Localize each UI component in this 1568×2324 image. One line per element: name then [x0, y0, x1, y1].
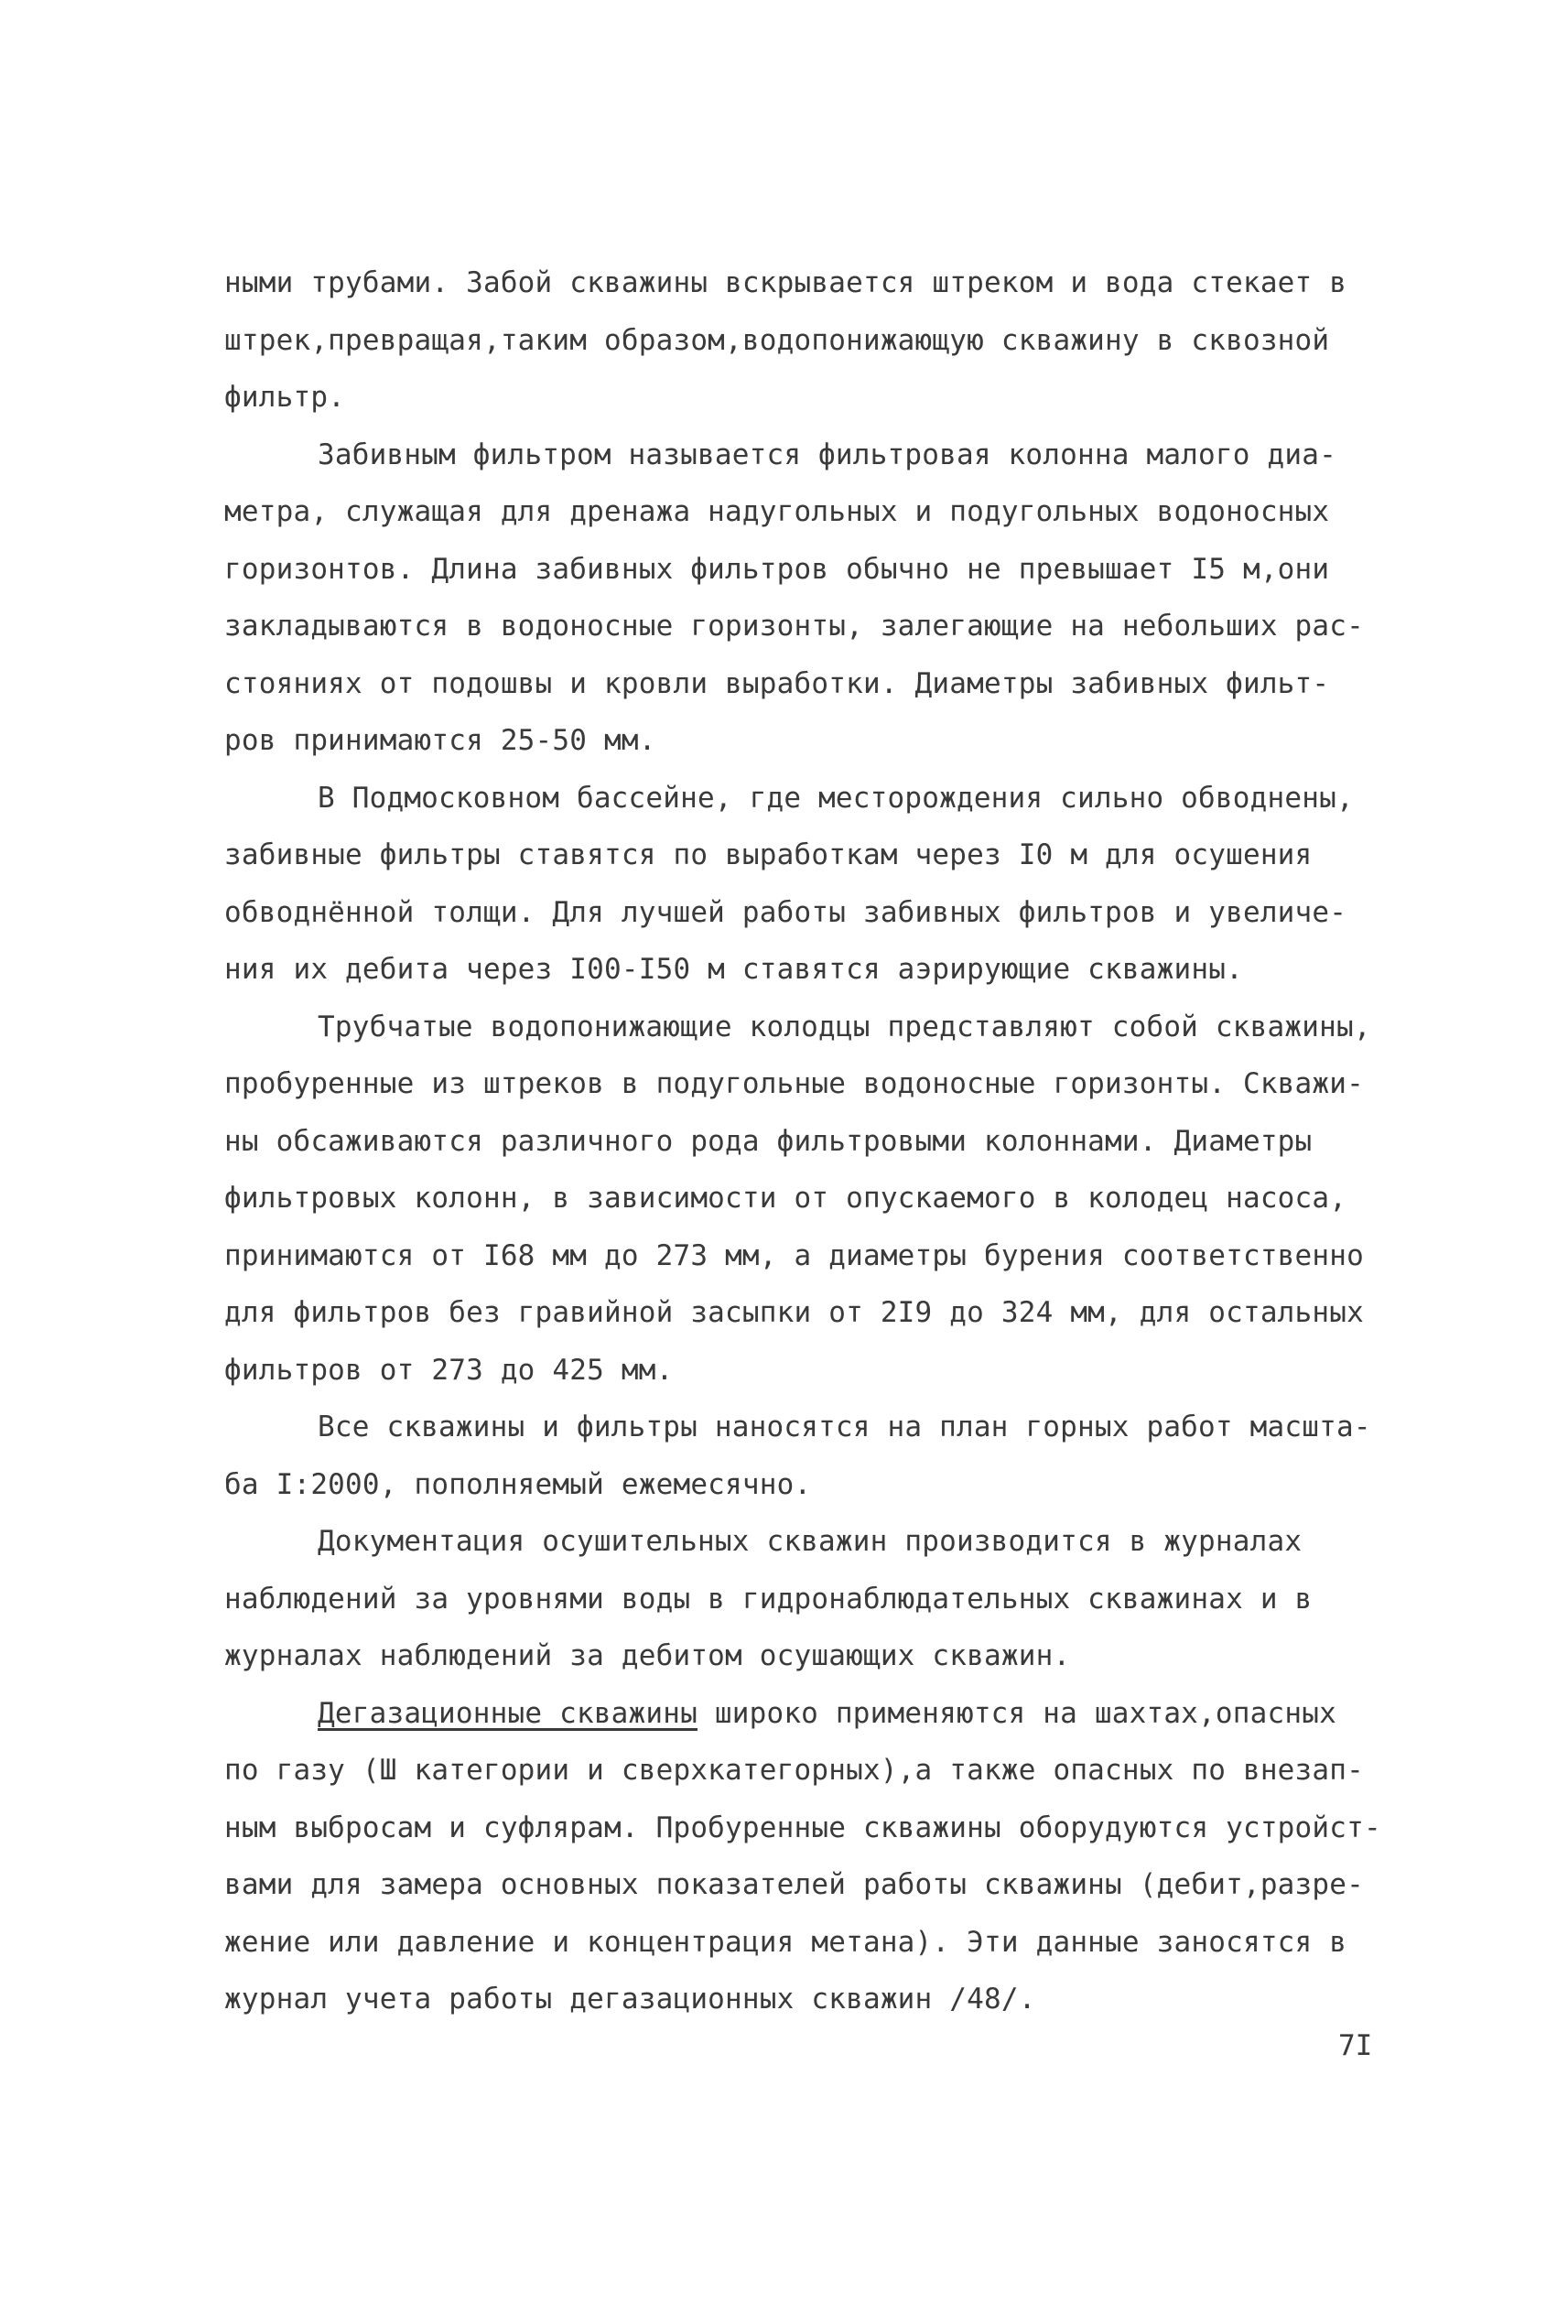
paragraph-first-line: Все скважины и фильтры наносятся на план горных работ масшта- [318, 1411, 1371, 1443]
body-text [224, 254, 1405, 2028]
text-line: пробуренные из штреков в подугольные водоносные горизонты. Скважи- [224, 1067, 1364, 1100]
text-line: принимаются от I68 мм до 273 мм, а диаметры бурения соответственно [224, 1238, 1364, 1272]
text-line: метра, служащая для дренажа надугольных и подугольных водоносных [224, 495, 1330, 528]
text-line: горизонтов. Длина забивных фильтров обычно не превышает I5 м,они [224, 552, 1330, 586]
text-line: журнал учета работы дегазационных скважин /48/. [224, 1983, 1036, 2016]
text-line: журналах наблюдений за дебитом осушающих скважин. [224, 1639, 1071, 1672]
text-span: широко применяются на шахтах,опасных [697, 1696, 1336, 1730]
text-line: по газу (Ш категории и сверхкатегорных),а также опасных по внезап- [224, 1754, 1364, 1787]
text-line: фильтровых колонн, в зависимости от опускаемого в колодец насоса, [224, 1182, 1347, 1215]
paragraph-first-line: Трубчатые водопонижающие колодцы представляют собой скважины, [318, 1010, 1371, 1043]
text-line: ны обсаживаются различного рода фильтровыми колоннами. Диаметры [224, 1124, 1313, 1158]
text-line: ров принимаются 25-50 мм. [224, 724, 656, 757]
text-line: жение или давление и концентрация метана). Эти данные заносятся в [224, 1925, 1347, 1959]
text-line: закладываются в водоносные горизонты, залегающие на небольших рас- [224, 610, 1364, 643]
text-line: наблюдений за уровнями воды в гидронаблюдательных скважинах и в [224, 1582, 1313, 1616]
underlined-term: Дегазационные скважины [318, 1696, 697, 1730]
text-line: вами для замера основных показателей работы скважины (дебит,разре- [224, 1868, 1364, 1901]
text-line: ным выбросам и суфлярам. Пробуренные скважины оборудуются устройст- [224, 1811, 1381, 1844]
text-line: ба I:2000, пополняемый ежемесячно. [224, 1467, 812, 1501]
text-line: обводнённой толщи. Для лучшей работы забивных фильтров и увеличе- [224, 895, 1347, 929]
text-line: фильтров от 273 до 425 мм. [224, 1353, 674, 1387]
text-line: ния их дебита через I00-I50 м ставятся аэрирующие скважины. [224, 953, 1243, 986]
text-line: ными трубами. Забой скважины вскрывается штреком и вода стекает в [224, 266, 1347, 299]
text-line: штрек,превращая,таким образом,водопонижающую скважину в сквозной [224, 323, 1330, 357]
paragraph-first-line: Документация осушительных скважин производится в журналах [318, 1525, 1303, 1558]
paragraph-first-line [224, 1685, 1405, 1743]
page-number: 7I [1338, 2029, 1373, 2062]
paragraph-first-line: В Подмосковном бассейне, где месторождения сильно обводнены, [318, 781, 1354, 815]
text-line: для фильтров без гравийной засыпки от 2I9 до 324 мм, для остальных [224, 1296, 1364, 1329]
text-line: фильтр. [224, 381, 346, 414]
paragraph-first-line: Забивным фильтром называется фильтровая колонна малого диа- [318, 438, 1336, 471]
text-line: стояниях от подошвы и кровли выработки. Диаметры забивных фильт- [224, 666, 1330, 700]
text-line: забивные фильтры ставятся по выработкам через I0 м для осушения [224, 838, 1313, 871]
